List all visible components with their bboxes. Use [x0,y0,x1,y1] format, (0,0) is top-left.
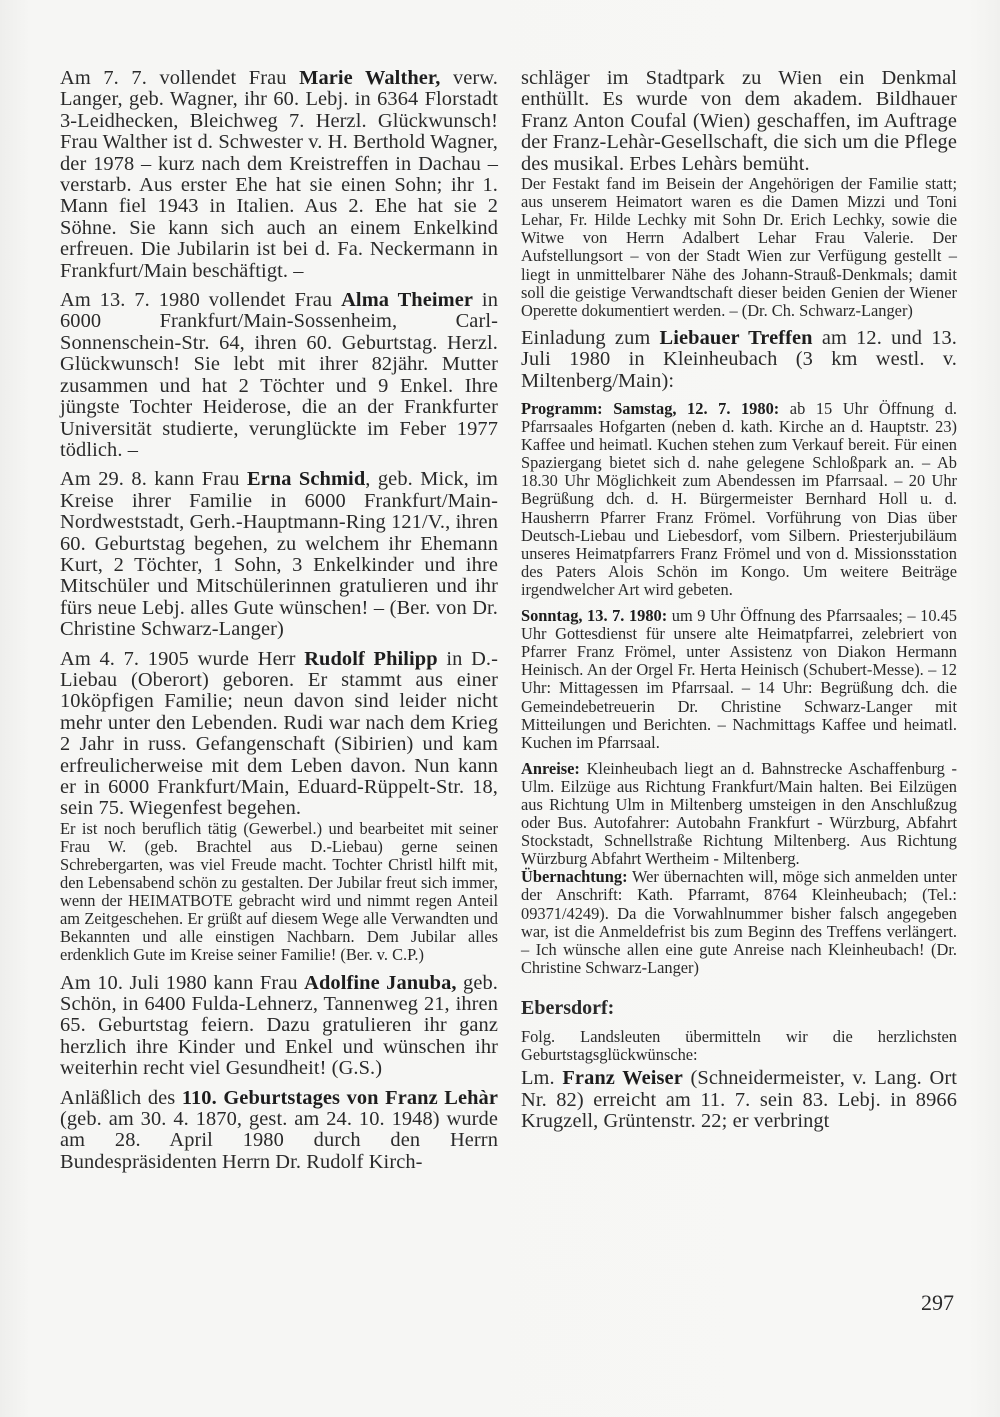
program-label: Sonntag, 13. 7. 1980: [521,606,668,626]
text: um 9 Uhr Öffnung des Pfarrsaales; – 10.45 Uhr Gottesdienst für unsere alte Heimatpfarrei, zelebriert von Pfarrer Franz Frömel, unter Assistenz von Diakon Hermann Heinisch. An der Orgel Fr. Herta Heinisch (Schubert-Messe). – 12 Uhr: Mittagessen im Pfarrsaal. – 14 Uhr: Begrüßung dch. die Gemeindebetreuerin Dr. Christine Schwarz-Langer mit Mitteilungen und Berichten. – Nachmittags Kaffee und heimatl. Kuchen im Pfarrsaal. [521,606,957,752]
birthday-notice-walther [60,68,498,282]
program-label: Programm: Samstag, 12. 7. 1980: [521,399,780,418]
page-number: 297 [921,1290,954,1315]
lehar-ceremony-detail: Der Festakt fand im Beisein der Angehörigen der Familie statt; aus unserem Heimatort waren es die Damen Mizzi und Toni Lehar, Fr. Hilde Lechky mit Sohn Dr. Erich Lechky, sowie die Witwe von Herrn Adalbert Lehar Frau Valerie. Der Aufstellungsort – von der Stadt Wien zur Verfügung gestellt – liegt in unmittelbarer Nähe des Johann-Strauß-Denkmals; damit soll die geistige Verwandtschaft dieser beiden Genien der Wiener Operette dokumentiert werden. – (Dr. Ch. Schwarz-Langer) [521,174,957,320]
person-name: Franz Weiser [562,1067,683,1090]
person-name: Rudolf Philipp [304,647,438,670]
article-highlight: 110. Geburtstages von Franz Lehàr [181,1086,498,1109]
text: Am 10. Juli 1980 kann Frau [60,971,305,994]
lehar-monument-continued: schläger im Stadtpark zu Wien ein Denkmal enthüllt. Es wurde von dem akadem. Bildhauer Franz Anton Coufal (Wien) geschaffen, im Auftrage der Franz-Lehàr-Gesellschaft, die sich um die Pflege des musikal. Erbes Lehàrs bemüht. [521,67,957,175]
ebersdorf-intro: Folg. Landsleuten übermitteln wir die herzlichsten Geburtstagsglückwünsche: [521,1026,957,1064]
text: Einladung zum [521,326,660,349]
accommodation-label: Übernachtung: [521,867,628,887]
text: Am 4. 7. 1905 wurde Herr [60,647,305,670]
text: Wer übernachten will, möge sich anmelden unter der Anschrift: Kath. Pfarramt, 8764 Kleinheubach; (Tel.: 09371/4249). Da die Vorwahlnummer bisher falsch angegeben war, ist die Anmeldefrist bis zum Beginn des Treffens verlängert. – Ich wünsche allen eine gute Anreise nach Kleinheubach! (Dr. Christine Schwarz-Langer) [521,867,957,977]
birthday-notice-philipp-detail: Er ist noch beruflich tätig (Gewerbel.) und bearbeitet mit seiner Frau W. (geb. Brachtel aus D.-Liebau) gerne seinen Schrebergarten, was viel Freude macht. Tochter Christl hilft mit, den Lebensabend schön zu gestalten. Der Jubilar freut sich immer, wenn der HEIMATBOTE gebracht wird und nimmt regen Anteil am Zeitgeschehen. Er grüßt auf diesem Wege alle Verwandten und Bekannten und alle einstigen Nachbarn. Dem Jubilar alles erdenklich Gute im Kreise seiner Familie! (Ber. v. C.P.) [60,818,498,965]
accommodation-info [521,868,957,977]
lehar-monument-article [60,1088,498,1174]
text: (Schneidermeister, v. Lang. Ort Nr. 82) erreicht am 11. 7. sein 83. Lebj. in 8966 Krugzell, Grüntenstr. 22; er verbringt [521,1067,957,1132]
text: Kleinheubach liegt an d. Bahnstrecke Aschaffenburg - Ulm. Eilzüge aus Richtung Frankfurt/Main halten. Bei Eilzügen aus Richtung Ulm in Miltenberg umsteigen in den Anschlußzug oder Bus. Autofahrer: Autobahn Frankfurt - Würzburg, Abfahrt Stockstadt, Schnellstraße Richtung Miltenberg. Aus Richtung Würzburg Abfahrt Wertheim - Miltenberg. [521,758,957,869]
travel-info [521,760,957,869]
person-name: Adolfine Januba, [304,971,457,994]
text: , geb. Mick, im Kreise ihrer Familie in 6000 Frankfurt/Main-Nordweststadt, Gerh.-Hauptmann-Ring 121/V., ihren 60. Geburtstag begehen, zu welchem ihr Ehemann Kurt, 2 Töchter, 1 Sohn, 3 Enkelkinder und ihre Mitschüler und Mitschülerinnen gratulieren und ihr fürs neue Lebj. alles Gute wünschen! – (Ber. von Dr. Christine Schwarz-Langer) [60,468,498,641]
program-saturday [521,400,957,599]
birthday-notice-januba [60,973,498,1080]
person-name: Marie Walther, [299,67,441,89]
text: Lm. [521,1067,563,1090]
travel-label: Anreise: [521,758,580,778]
text: verw. Langer, geb. Wagner, ihr 60. Lebj. in 6364 Florstadt 3-Leidhecken, Bleichweg 7. Herzl. Glückwunsch! Frau Walther ist d. Schwester v. H. Berthold Wagner, der 1978 – kurz nach dem Kreistreffen in Dachau – verstarb. Aus erster Ehe hat sie einen Sohn; ihr 1. Mann fiel 1943 in Italien. Aus 2. Ehe hat sie 2 Söhne. Sie kann sich auch an einem Enkelkind erfreuen. Die Jubilarin ist bei d. Fa. Neckermann in Frankfurt/Main beschäftigt. – [60,67,498,282]
section-heading-ebersdorf: Ebersdorf: [521,996,615,1019]
text: am 12. und 13. Juli 1980 in Kleinheubach (3 km westl. v. Miltenberg/Main): [521,326,958,392]
event-name: Liebauer Treffen [659,326,813,349]
person-name: Erna Schmid [246,468,366,491]
left-column [60,68,498,1173]
text: Am 13. 7. 1980 vollendet Frau [60,289,342,312]
right-column [521,68,957,1132]
text: Anläßlich des [60,1086,182,1109]
text: in D.-Liebau (Oberort) geboren. Er stammt aus einer 10köpfigen Familie; neun davon sind leider nicht mehr unter den Lebenden. Rudi war nach dem Krieg 2 Jahr in russ. Gefangenschaft (Sibirien) und kam erfreulicherweise mit dem Leben davon. Nun kann er in 6000 Frankfurt/Main, Eduard-Rüppelt-Str. 18, sein 75. Wiegenfest begehen. [60,647,498,820]
program-sunday [521,607,957,752]
text: ab 15 Uhr Öffnung d. Pfarrsaales Hofgarten (neben d. kath. Kirche an d. Hauptstr. 23) Kaffee und heimatl. Kuchen stehen zum Verkauf bereit. Für einen Spaziergang bietet sich d. nahe gelegene Schloßpark an. – Ab 18.30 Uhr Möglichkeit zum Abendessen im Pfarrsaal. – 20 Uhr Begrüßung dch. d. H. Bürgermeister Bernhard Holl u. d. Hausherrn Pfarrer Franz Frömel. Vorführung von Dias über Deutsch-Liebau und Liebesdorf, vom Silbern. Priesterjubiläum unseres Heimatpfarrers Franz Frömel und von d. Missionsstation des Paters Alois Schön im Kongo. Um weitere Beiträge irgendwelcher Art wird gebeten. [521,399,957,599]
birthday-notice-schmid [60,469,498,640]
text: in 6000 Frankfurt/Main-Sossenheim, Carl-Sonnenschein-Str. 64, ihren 60. Geburtstag. Herzl. Glückwunsch! Sie lebt mit ihrer 82jähr. Mutter zusammen und hat 2 Töchter und 9 Enkel. Ihre jüngste Tochter Heiderose, die an der Frankfurter Universität studierte, verunglückte im Feber 1977 tödlich. – [60,289,498,461]
text: Am 29. 8. kann Frau [60,468,247,491]
birthday-notice-theimer [60,290,498,461]
meeting-invitation [521,328,957,392]
birthday-notice-weiser [521,1068,957,1132]
birthday-notice-philipp [60,649,498,820]
text: Am 7. 7. vollendet Frau [60,67,300,89]
text: geb. Schön, in 6400 Fulda-Lehnerz, Tannenweg 21, ihren 65. Geburtstag feiern. Dazu gratulieren ihr ganz herzlich ihre Kinder und Enkel und wünschen ihr weiterhin recht viel Gesundheit! (G.S.) [60,971,498,1080]
text: (geb. am 30. 4. 1870, gest. am 24. 10. 1948) wurde am 28. April 1980 durch den Herrn Bundespräsidenten Herrn Dr. Rudolf Kirch- [60,1108,498,1173]
person-name: Alma Theimer [341,289,474,312]
